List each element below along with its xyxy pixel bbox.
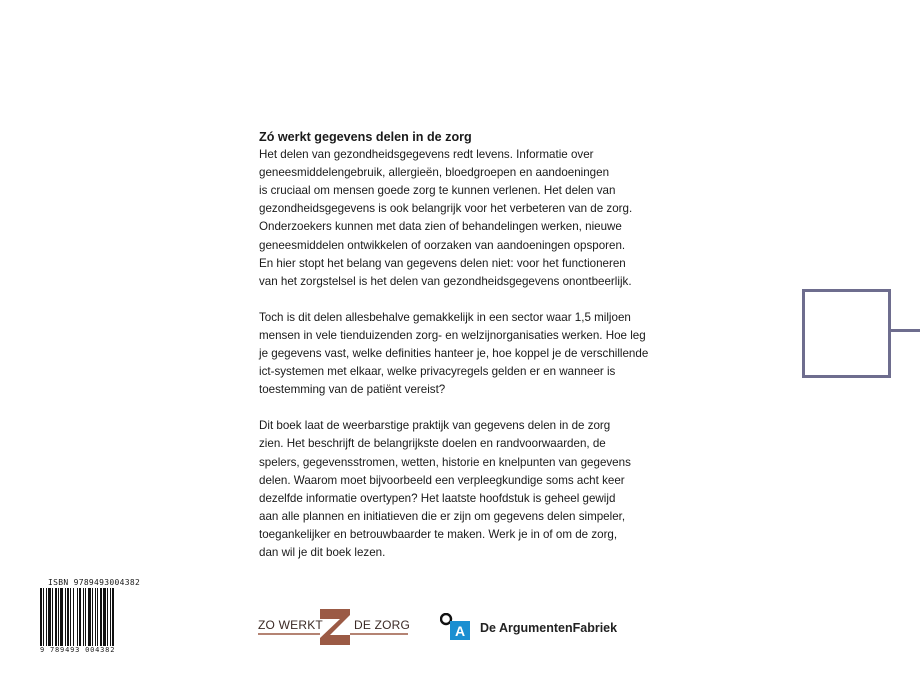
text-line: Dit boek laat de weerbarstige praktijk van gegevens delen in de zorg <box>259 419 611 433</box>
barcode-bar <box>103 588 106 646</box>
barcode-bar <box>77 588 78 646</box>
barcode-bar <box>100 588 102 646</box>
text-line: geneesmiddelengebruik, allergieën, bloedgroepen en aandoeningen <box>259 166 610 180</box>
barcode-bar <box>95 588 96 646</box>
text-line: gezondheidsgegevens is ook belangrijk voor het verbeteren van de zorg. <box>259 202 633 216</box>
text-line: ict-systemen met elkaar, welke privacyregels gelden er en wanneer is <box>259 365 616 379</box>
text-line: delen. Waarom moet bijvoorbeeld een verpleegkundige soms acht keer <box>259 473 625 487</box>
zwdz-text-right: DE ZORG <box>354 618 411 632</box>
z-glyph <box>320 609 350 645</box>
text-line: je gegevens vast, welke definities hanteer je, hoe koppel je de verschillende <box>259 347 649 361</box>
af-ring <box>441 614 451 624</box>
back-cover-heading: Zó werkt gegevens delen in de zorg <box>259 130 472 144</box>
text-line: Het delen van gezondheidsgegevens redt levens. Informatie over <box>259 148 594 162</box>
barcode-bar <box>88 588 91 646</box>
barcode-bar <box>97 588 98 646</box>
text-line: geneesmiddelen ontwikkelen of oorzaken van aandoeningen opsporen. <box>259 238 626 252</box>
barcode-bar <box>48 588 51 646</box>
text-line: toegankelijker en betrouwbaarder te maken. Werk je in of om de zorg, <box>259 527 618 541</box>
barcode-bar <box>83 588 84 646</box>
barcode <box>40 588 140 646</box>
barcode-bar <box>60 588 63 646</box>
paragraph-3 <box>259 417 679 562</box>
barcode-bar <box>58 588 59 646</box>
text-line: is cruciaal om mensen goede zorg te kunnen verlenen. Het delen van <box>259 184 616 198</box>
isbn-label: ISBN 9789493004382 <box>48 578 141 587</box>
text-line: dan wil je dit boek lezen. <box>259 545 386 559</box>
barcode-bar <box>85 588 86 646</box>
barcode-bar <box>70 588 71 646</box>
text-line: dezelfde informatie overtypen? Het laatste hoofdstuk is geheel gewijd <box>259 491 616 505</box>
zo-werkt-de-zorg-logo <box>258 605 411 647</box>
barcode-bar <box>67 588 69 646</box>
barcode-bar <box>92 588 93 646</box>
text-line: Onderzoekers kunnen met data zien of behandelingen werken, nieuwe <box>259 220 622 234</box>
barcode-bar <box>55 588 57 646</box>
barcode-bar <box>43 588 44 646</box>
text-line: van het zorgstelsel is het delen van gezondheidsgegevens onontbeerlijk. <box>259 274 632 288</box>
text-line: zien. Het beschrijft de belangrijkste doelen en randvoorwaarden, de <box>259 437 606 451</box>
barcode-bar <box>112 588 114 646</box>
barcode-bar <box>110 588 111 646</box>
text-line: spelers, gegevensstromen, wetten, historie en knelpunten van gegevens <box>259 455 631 469</box>
decorative-square <box>802 289 891 378</box>
argumentenfabriek-name: De ArgumentenFabriek <box>480 621 618 635</box>
barcode-bar <box>107 588 108 646</box>
barcode-digits: 9 789493 004382 <box>40 646 116 654</box>
barcode-bar <box>79 588 81 646</box>
paragraph-1 <box>259 146 679 291</box>
af-icon-letter: A <box>454 623 466 639</box>
argumentenfabriek-icon <box>440 613 474 641</box>
barcode-bar <box>40 588 42 646</box>
paragraph-2 <box>259 309 679 399</box>
barcode-bar <box>52 588 53 646</box>
text-line: toestemming van de patiënt vereist? <box>259 383 446 397</box>
text-line: mensen in vele tienduizenden zorg- en welzijnorganisaties werken. Hoe leg <box>259 328 646 342</box>
back-cover-text <box>259 128 679 580</box>
text-line: aan alle plannen en initiatieven die er zijn om gegevens delen simpeler, <box>259 509 626 523</box>
text-line: Toch is dit delen allesbehalve gemakkelijk in een sector waar 1,5 miljoen <box>259 310 631 324</box>
text-line: En hier stopt het belang van gegevens delen niet: voor het functioneren <box>259 256 626 270</box>
barcode-bar <box>65 588 66 646</box>
zwdz-text-left: ZO WERKT <box>258 618 323 632</box>
barcode-bar <box>46 588 47 646</box>
barcode-bar <box>73 588 74 646</box>
decorative-line <box>888 329 920 332</box>
